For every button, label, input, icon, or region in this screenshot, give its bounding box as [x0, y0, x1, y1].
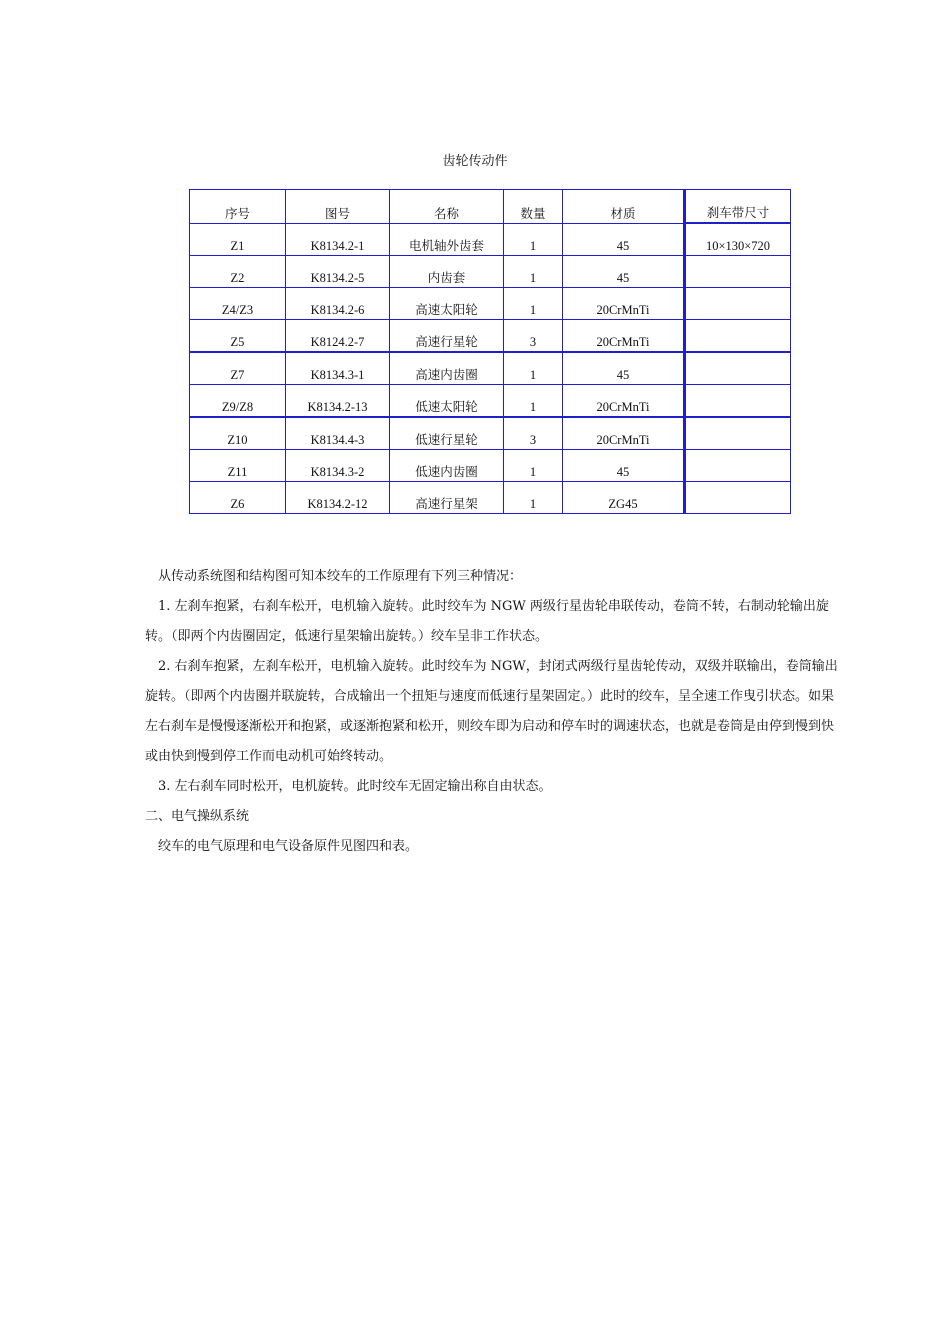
table-cell: 45 — [563, 352, 684, 385]
table-cell: 3 — [504, 320, 563, 353]
table-cell — [685, 482, 791, 514]
table-cell: 1 — [504, 385, 563, 418]
table-cell: 3 — [504, 417, 563, 450]
table-cell: K8124.2-7 — [286, 320, 390, 353]
table-cell: Z1 — [190, 223, 286, 256]
table-cell — [685, 385, 791, 418]
header-cell: 名称 — [390, 190, 504, 224]
table-cell: 20CrMnTi — [563, 385, 684, 418]
table-cell: Z9/Z8 — [190, 385, 286, 418]
table-cell — [685, 256, 791, 288]
table-cell: 高速行星轮 — [390, 320, 504, 353]
table-cell — [685, 320, 791, 353]
table-cell: Z5 — [190, 320, 286, 353]
table-cell: 1 — [504, 223, 563, 256]
table-cell: K8134.2-13 — [286, 385, 390, 418]
table-cell — [685, 352, 791, 385]
table-header-row — [190, 190, 791, 224]
body-text — [145, 562, 840, 862]
table-cell: 高速内齿圈 — [390, 352, 504, 385]
paragraph: 3. 左右刹车同时松开，电机旋转。此时绞车无固定输出称自由状态。 — [158, 779, 552, 794]
header-cell: 序号 — [190, 190, 286, 224]
header-cell: 图号 — [286, 190, 390, 224]
table-cell — [685, 450, 791, 482]
table-cell: 低速太阳轮 — [390, 385, 504, 418]
table-cell: ZG45 — [563, 482, 684, 514]
table-row — [190, 417, 791, 450]
table-cell: 低速行星轮 — [390, 417, 504, 450]
table-cell: Z2 — [190, 256, 286, 288]
table-row — [190, 288, 791, 320]
table-cell: K8134.2-1 — [286, 223, 390, 256]
table-cell: 45 — [563, 450, 684, 482]
table-row — [190, 223, 791, 256]
table-row — [190, 482, 791, 514]
table-cell: Z10 — [190, 417, 286, 450]
table-cell: 20CrMnTi — [563, 320, 684, 353]
table-cell — [685, 417, 791, 450]
table-row — [190, 256, 791, 288]
table-cell: Z11 — [190, 450, 286, 482]
table-cell: 高速行星架 — [390, 482, 504, 514]
table-cell: 45 — [563, 256, 684, 288]
paragraph: 绞车的电气原理和电气设备原件见图四和表。 — [158, 839, 419, 854]
header-cell: 刹车带尺寸 — [685, 190, 791, 224]
table-cell: 45 — [563, 223, 684, 256]
table-cell: 20CrMnTi — [563, 417, 684, 450]
table-cell: K8134.3-2 — [286, 450, 390, 482]
table-caption: 齿轮传动件 — [442, 154, 508, 169]
paragraph: 从传动系统图和结构图可知本绞车的工作原理有下列三种情况： — [158, 569, 523, 584]
table-cell: 1 — [504, 256, 563, 288]
table-cell: 电机轴外齿套 — [390, 223, 504, 256]
table-row — [190, 352, 791, 385]
paragraph: 1. 左刹车抱紧，右刹车松开，电机输入旋转。此时绞车为 NGW 两级行星齿轮串联传动，卷筒不转，右制动轮输出旋转。（即两个内齿圈固定，低速行星架输出旋转。）绞车呈非工作状态。 — [145, 599, 829, 644]
table-cell: K8134.3-1 — [286, 352, 390, 385]
table-cell: 低速内齿圈 — [390, 450, 504, 482]
table-cell: 1 — [504, 450, 563, 482]
table-cell: 20CrMnTi — [563, 288, 684, 320]
table-cell: 1 — [504, 352, 563, 385]
table-row — [190, 450, 791, 482]
header-cell: 数量 — [504, 190, 563, 224]
gear-parts-table — [189, 189, 791, 514]
section-heading: 二、电气操纵系统 — [145, 809, 250, 824]
table-cell: 1 — [504, 288, 563, 320]
paragraph: 2. 右刹车抱紧，左刹车松开，电机输入旋转。此时绞车为 NGW，封闭式两级行星齿轮传动，双级并联输出，卷筒输出旋转。（即两个内齿圈并联旋转，合成输出一个扭矩与速度而低速行星架固定。）此时的绞车，呈全速工作曳引状态。如果左右刹车是慢慢逐渐松开和抱紧，或逐渐抱紧和松开，则绞车即为启动和停车时的调速状态，也就是卷筒是由停到慢到快或由快到慢到停工作而电动机可始终转动。 — [145, 659, 838, 764]
table-cell: 内齿套 — [390, 256, 504, 288]
table-cell: K8134.2-5 — [286, 256, 390, 288]
table-cell: Z7 — [190, 352, 286, 385]
table-cell: K8134.4-3 — [286, 417, 390, 450]
table-cell: Z6 — [190, 482, 286, 514]
table-cell: 高速太阳轮 — [390, 288, 504, 320]
table-row — [190, 385, 791, 418]
table-cell: 1 — [504, 482, 563, 514]
table-cell — [685, 288, 791, 320]
table-row — [190, 320, 791, 353]
table-cell: 10×130×720 — [685, 223, 791, 256]
header-cell: 材质 — [563, 190, 684, 224]
table-cell: K8134.2-12 — [286, 482, 390, 514]
table-cell: K8134.2-6 — [286, 288, 390, 320]
table-cell: Z4/Z3 — [190, 288, 286, 320]
